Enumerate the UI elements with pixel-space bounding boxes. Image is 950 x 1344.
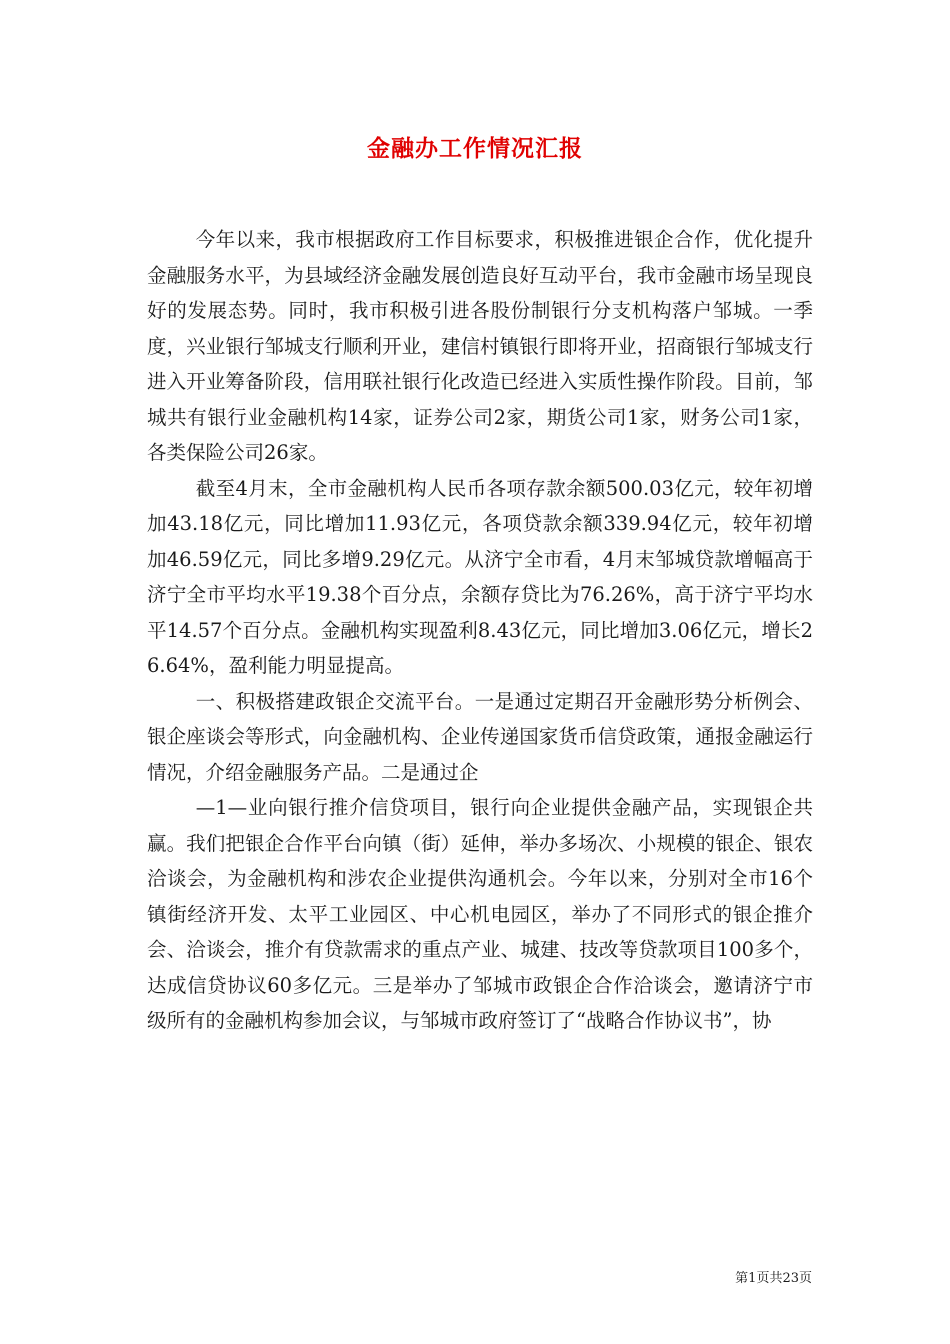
page-number-footer: 第1页共23页	[735, 1271, 812, 1286]
paragraph-continuation: —1—业向银行推介信贷项目，银行向企业提供金融产品，实现银企共赢。我们把银企合作平台向镇（街）延伸，举办多场次、小规模的银企、银农洽谈会，为金融机构和涉农企业提供沟通机会。今年以来，分别对全市16个镇街经济开发、太平工业园区、中心机电园区，举办了不同形式的银企推介会、洽谈会，推介有贷款需求的重点产业、城建、技改等贷款项目100多个，达成信贷协议60多亿元。三是举办了邹城市政银企合作洽谈会，邀请济宁市级所有的金融机构参加会议，与邹城市政府签订了“战略合作协议书”，协	[147, 796, 813, 1032]
document-body	[147, 222, 813, 1039]
paragraph-intro: 今年以来，我市根据政府工作目标要求，积极推进银企合作，优化提升金融服务水平，为县域经济金融发展创造良好互动平台，我市金融市场呈现良好的发展态势。同时，我市积极引进各股份制银行分支机构落户邹城。一季度，兴业银行邹城支行顺利开业，建信村镇银行即将开业，招商银行邹城支行进入开业筹备阶段，信用联社银行化改造已经进入实质性操作阶段。目前，邹城共有银行业金融机构14家，证券公司2家，期货公司1家，财务公司1家，各类保险公司26家。	[147, 228, 813, 464]
paragraph-platform: 一、积极搭建政银企交流平台。一是通过定期召开金融形势分析例会、银企座谈会等形式，向金融机构、企业传递国家货币信贷政策，通报金融运行情况，介绍金融服务产品。二是通过企	[147, 689, 813, 784]
paragraph-statistics: 截至4月末，全市金融机构人民币各项存款余额500.03亿元，较年初增加43.18亿元，同比增加11.93亿元，各项贷款余额339.94亿元，较年初增加46.59亿元，同比多增9.29亿元。从济宁全市看，4月末邹城贷款增幅高于济宁全市平均水平19.38个百分点，余额存贷比为76.26%，高于济宁平均水平14.57个百分点。金融机构实现盈利8.43亿元，同比增加3.06亿元，增长26.64%，盈利能力明显提高。	[147, 476, 813, 677]
document-title: 金融办工作情况汇报	[367, 135, 583, 162]
